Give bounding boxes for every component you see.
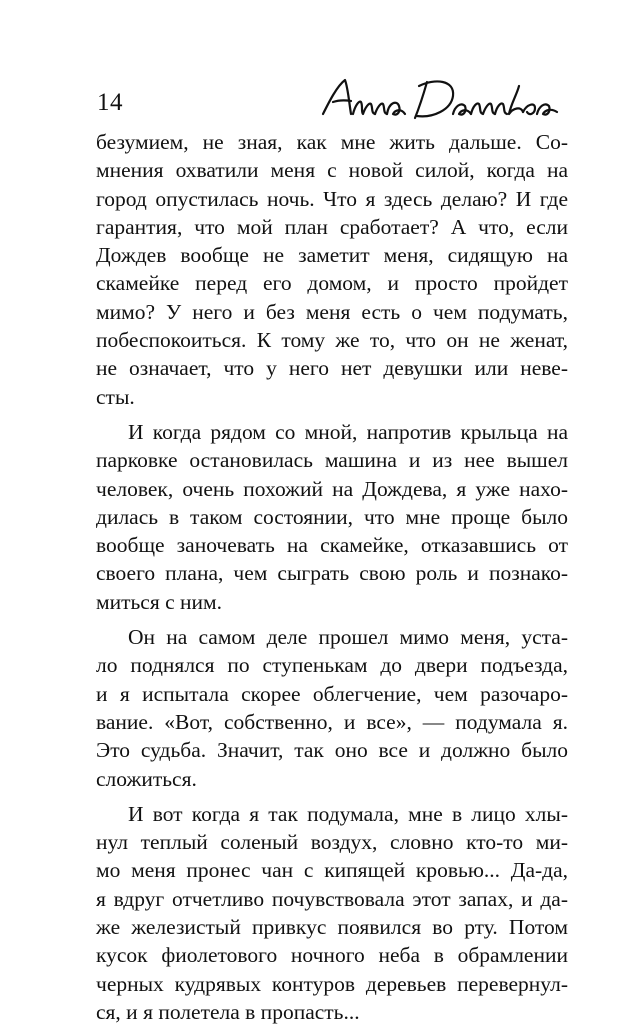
text-line: сты. xyxy=(96,384,135,409)
text-line: и я испытала скорее облегчение, чем разочаро- xyxy=(96,681,568,706)
text-line: нул теплый соленый воздух, словно кто-то ми- xyxy=(96,830,568,855)
text-line: Он на самом деле прошел мимо меня, уста- xyxy=(128,625,568,650)
text-line: мнения охватили меня с новой силой, когда на xyxy=(96,158,568,183)
text-line: черных кудрявых контуров деревьев перевернул- xyxy=(96,971,568,996)
text-line: своего плана, чем сыграть свою роль и познако- xyxy=(96,561,568,586)
text-line: безумием, не зная, как мне жить дальше. Со- xyxy=(96,130,568,154)
text-line: И вот когда я так подумала, мне в лицо хлы- xyxy=(128,801,568,826)
paragraph xyxy=(96,623,568,793)
text-line: парковке остановилась машина и из нее вышел xyxy=(96,448,568,473)
text-line: мо меня пронес чан с кипящей кровью... Да-да, xyxy=(96,858,568,883)
text-line: мимо? У него и без меня есть о чем подумать, xyxy=(96,299,568,324)
text-line: город опустилась ночь. Что я здесь делаю? И где xyxy=(96,186,568,211)
text-line: миться с ним. xyxy=(96,589,223,614)
body-text xyxy=(96,128,568,1033)
text-line: скамейке перед его домом, и просто пройдет xyxy=(96,271,568,296)
paragraph xyxy=(96,418,568,616)
text-line: Дождев вообще не заметит меня, сидящую на xyxy=(96,243,568,268)
paragraph xyxy=(96,800,568,1026)
text-line: вообще заночевать на скамейке, отказавшись от xyxy=(96,533,568,558)
running-header xyxy=(95,78,565,128)
text-line: дилась в таком состоянии, что мне проще было xyxy=(96,504,568,529)
text-line: побеспокоиться. К тому же то, что он не женат, xyxy=(96,328,568,353)
text-line: кусок фиолетового ночного неба в обрамлении xyxy=(96,943,568,968)
text-line: вание. «Вот, собственно, и все», — подумала я. xyxy=(96,709,568,734)
text-line: гарантия, что мой план сработает? А что, если xyxy=(96,214,568,239)
text-line: Это судьба. Значит, так оно все и должно было xyxy=(96,738,568,763)
author-signature-logo xyxy=(315,72,565,124)
text-line: сложиться. xyxy=(96,766,197,791)
page-number: 14 xyxy=(97,89,123,116)
text-line: же железистый привкус появился во рту. Потом xyxy=(96,915,568,940)
text-line: не означает, что у него нет девушки или неве- xyxy=(96,356,568,381)
text-line: ся, и я полетела в пропасть... xyxy=(96,999,360,1024)
text-line: я вдруг отчетливо почувствовала этот запах, и да- xyxy=(96,886,568,911)
text-line: человек, очень похожий на Дождева, я уже нахо- xyxy=(96,476,568,501)
text-line: ло поднялся по ступенькам до двери подъезда, xyxy=(96,653,568,678)
paragraph xyxy=(96,128,568,411)
text-line: И когда рядом со мной, напротив крыльца на xyxy=(128,419,568,444)
